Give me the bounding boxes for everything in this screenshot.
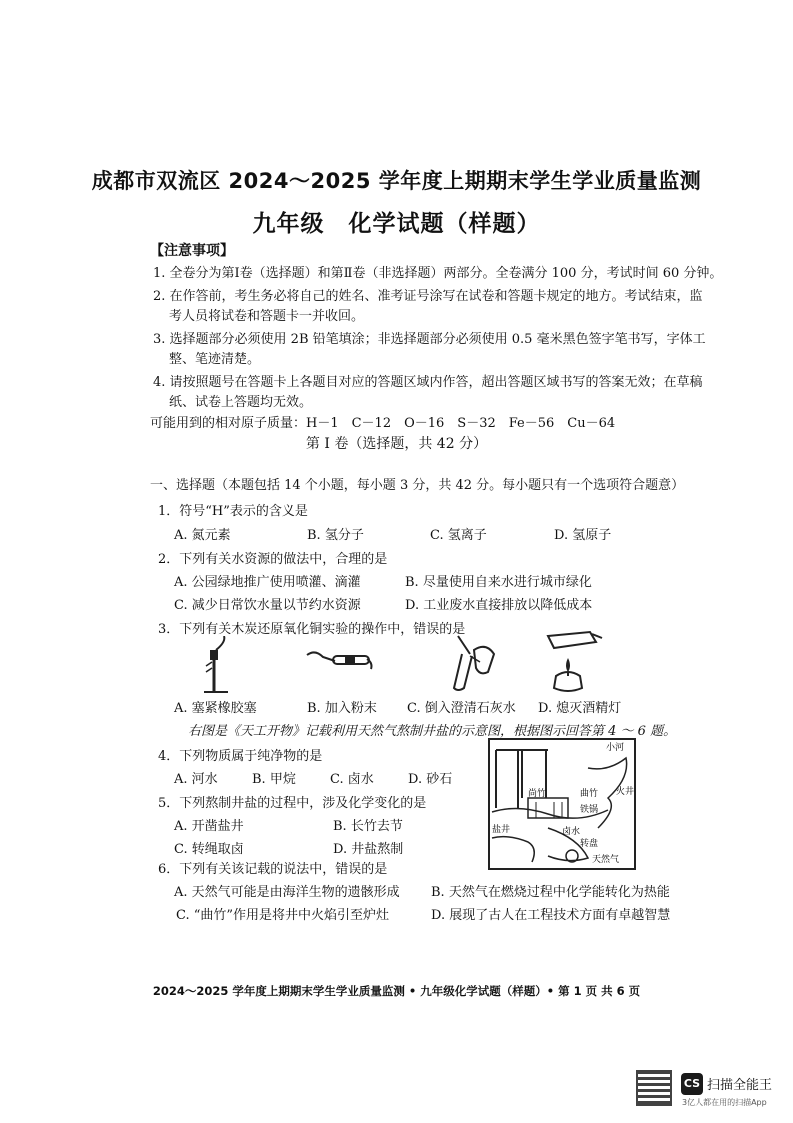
q5-option-d: D. 井盐熬制 <box>333 842 404 857</box>
q2-option-c: C. 减少日常饮水量以节约水资源 <box>174 598 361 613</box>
notice-item-2: 2. 在作答前，考生务必将自己的姓名、准考证号涂写在试卷和答题卡规定的地方。考试结束，监 <box>153 289 703 304</box>
notice-item-3-cont: 整、笔迹清楚。 <box>169 352 261 367</box>
part1-heading: 一、选择题（本题包括 14 个小题，每小题 3 分，共 42 分。每小题只有一个选项符合题意） <box>150 478 685 493</box>
q4-option-c: C. 卤水 <box>330 772 374 787</box>
q1-option-d: D. 氢原子 <box>554 528 612 543</box>
q4-option-b: B. 甲烷 <box>252 772 296 787</box>
label-huo-jing: 火井 <box>616 787 635 797</box>
label-small-river: 小河 <box>606 743 625 753</box>
q5-option-c: C. 转绳取卤 <box>174 842 244 857</box>
q6-stem: 6．下列有关该记载的说法中，错误的是 <box>158 862 388 877</box>
label-shang-zhu: 尚竹 <box>528 789 547 799</box>
q1-option-c: C. 氢离子 <box>430 528 487 543</box>
stopper-tube-illustration <box>196 636 236 694</box>
notice-heading: 【注意事项】 <box>150 243 234 259</box>
q1-option-a: A. 氮元素 <box>174 528 231 543</box>
label-tian-ran-qi: 天然气 <box>592 855 620 865</box>
q3-stem: 3．下列有关木炭还原氧化铜实验的操作中，错误的是 <box>158 622 466 637</box>
add-powder-illustration <box>305 645 375 675</box>
qr-code-icon <box>636 1070 672 1106</box>
label-lu-shui: 卤水 <box>562 827 581 837</box>
q6-option-d: D. 展现了古人在工程技术方面有卓越智慧 <box>431 908 671 923</box>
page-footer: 2024～2025 学年度上期期末学生学业质量监测 • 九年级化学试题（样题）• 第 1 页 共 6 页 <box>152 984 641 998</box>
notice-item-2-cont: 考人员将试卷和答题卡一并收回。 <box>169 309 365 324</box>
q4-stem: 4．下列物质属于纯净物的是 <box>158 749 323 764</box>
q3-option-b: B. 加入粉末 <box>307 701 377 716</box>
alcohol-lamp-illustration <box>538 628 608 694</box>
atomic-masses: 可能用到的相对原子质量：H－1 C－12 O－16 S－32 Fe－56 Cu－64 <box>150 416 616 431</box>
q2-option-a: A. 公园绿地推广使用喷灌、滴灌 <box>174 575 361 590</box>
scanner-app-name: 扫描全能王 <box>707 1078 773 1093</box>
q3-option-d: D. 熄灭酒精灯 <box>538 701 622 716</box>
q5-option-a: A. 开凿盐井 <box>174 819 244 834</box>
q2-stem: 2．下列有关水资源的做法中，合理的是 <box>158 552 388 567</box>
q3-option-a: A. 塞紧橡胶塞 <box>174 701 257 716</box>
section-title: 第 I 卷（选择题，共 42 分） <box>305 436 488 452</box>
notice-item-4-cont: 纸、试卷上答题均无效。 <box>169 395 313 410</box>
exam-title: 成都市双流区 2024～2025 学年度上期期末学生学业质量监测 <box>91 169 702 193</box>
q2-option-d: D. 工业废水直接排放以降低成本 <box>405 598 593 613</box>
q4-option-d: D. 砂石 <box>408 772 453 787</box>
label-yan-jing: 盐井 <box>492 825 511 835</box>
scanner-tagline: 3亿人都在用的扫描App <box>682 1098 767 1107</box>
figure-intro: 右图是《天工开物》记载利用天然气熬制井盐的示意图，根据图示回答第 4 ～ 6 题。 <box>188 724 677 739</box>
camscanner-logo: CS <box>681 1073 703 1095</box>
q5-option-b: B. 长竹去节 <box>333 819 403 834</box>
q4-option-a: A. 河水 <box>174 772 218 787</box>
q6-option-b: B. 天然气在燃烧过程中化学能转化为热能 <box>431 885 670 900</box>
notice-item-1: 1. 全卷分为第Ⅰ卷（选择题）和第Ⅱ卷（非选择题）两部分。全卷满分 100 分，考试时间 60 分钟。 <box>153 266 723 281</box>
well-salt-illustration <box>488 738 636 870</box>
label-qu-zhu: 曲竹 <box>580 789 599 799</box>
notice-item-4: 4. 请按照题号在答题卡上各题目对应的答题区域内作答，超出答题区域书写的答案无效；在草稿 <box>153 375 703 390</box>
q2-option-b: B. 尽量使用自来水进行城市绿化 <box>405 575 592 590</box>
label-tie-guo: 铁锅 <box>580 805 599 815</box>
pour-limewater-illustration <box>440 632 500 694</box>
exam-subtitle: 九年级 化学试题（样题） <box>252 211 541 237</box>
q1-option-b: B. 氢分子 <box>307 528 364 543</box>
q3-option-c: C. 倒入澄清石灰水 <box>407 701 516 716</box>
q5-stem: 5．下列熬制井盐的过程中，涉及化学变化的是 <box>158 796 427 811</box>
q6-option-c: C. “曲竹”作用是将井中火焰引至炉灶 <box>176 908 390 923</box>
label-zhuan-pan: 转盘 <box>580 839 599 849</box>
q1-stem: 1．符号“H”表示的含义是 <box>158 504 308 519</box>
notice-item-3: 3. 选择题部分必须使用 2B 铅笔填涂；非选择题部分必须使用 0.5 毫米黑色签字笔书写，字体工 <box>153 332 706 347</box>
q6-option-a: A. 天然气可能是由海洋生物的遗骸形成 <box>174 885 400 900</box>
